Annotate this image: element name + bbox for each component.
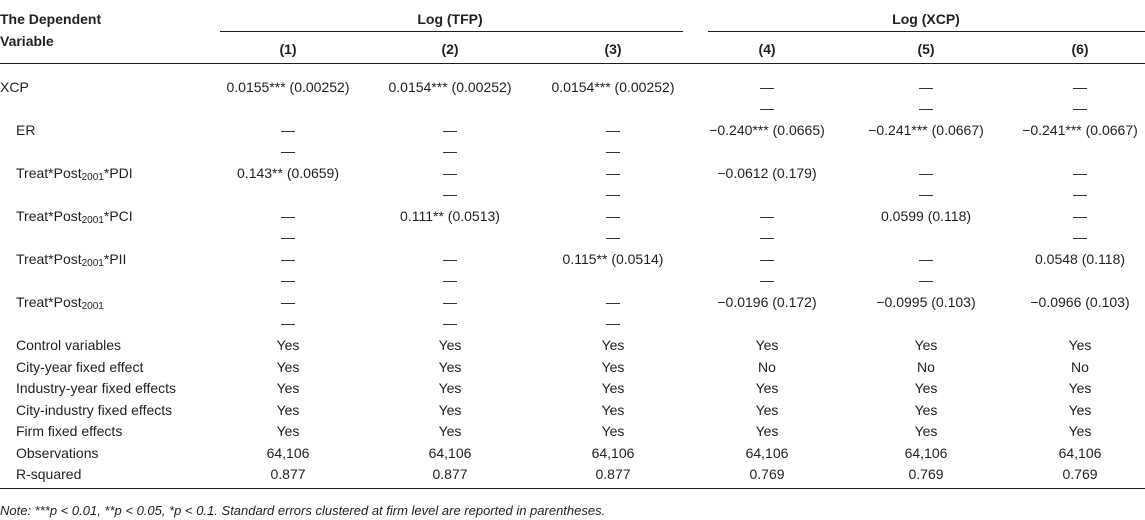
table-cell: Yes xyxy=(1068,337,1092,353)
table-cell: Yes xyxy=(438,358,462,375)
table-cell: — xyxy=(760,251,774,267)
table-cell: Yes xyxy=(276,423,300,439)
table-cell: 0.769 xyxy=(908,466,944,482)
table-cell: Yes xyxy=(914,401,938,418)
table-cell: Yes xyxy=(755,423,779,439)
table-cell-secondary: — xyxy=(1073,100,1087,116)
table-cell: — xyxy=(281,122,295,138)
group-rule-tfp xyxy=(220,31,683,32)
table-cell: 0.143** (0.0659) xyxy=(237,165,339,181)
table-cell-secondary: — xyxy=(281,143,295,159)
table-cell: No xyxy=(758,358,776,375)
table-cell: Yes xyxy=(601,423,625,439)
table-cell: — xyxy=(606,294,620,310)
table-cell: 64,106 xyxy=(1058,444,1102,461)
table-cell: −0.0995 (0.103) xyxy=(876,294,976,310)
header-rule xyxy=(0,63,1145,64)
table-cell: Yes xyxy=(276,358,300,375)
table-cell-secondary: — xyxy=(760,100,774,116)
table-cell-secondary: — xyxy=(919,186,933,202)
table-cell: — xyxy=(606,208,620,224)
table-cell: — xyxy=(281,208,295,224)
table-cell: — xyxy=(443,251,457,267)
table-cell: 0.0155*** (0.00252) xyxy=(226,79,350,95)
table-cell: Yes xyxy=(1068,380,1092,396)
table-cell: 64,106 xyxy=(904,444,948,461)
table-cell: — xyxy=(1073,79,1087,95)
table-cell: — xyxy=(606,165,620,181)
row-label: Treat*Post$_{2001}$*PDI xyxy=(16,165,133,183)
table-cell: −0.241*** (0.0667) xyxy=(868,122,984,138)
table-cell: Yes xyxy=(914,337,938,353)
table-cell: 64,106 xyxy=(428,444,472,461)
table-cell-secondary: — xyxy=(1073,186,1087,202)
table-cell: — xyxy=(281,251,295,267)
table-cell: — xyxy=(919,79,933,95)
table-cell: Yes xyxy=(438,337,462,353)
row-label: R-squared xyxy=(16,466,82,482)
table-cell: −0.0966 (0.103) xyxy=(1030,294,1130,310)
table-cell: 0.877 xyxy=(595,466,631,482)
table-cell: Yes xyxy=(755,337,779,353)
table-cell: — xyxy=(1073,208,1087,224)
table-cell-secondary: — xyxy=(606,315,620,331)
table-cell: — xyxy=(760,208,774,224)
table-cell: Yes xyxy=(755,380,779,396)
table-cell: — xyxy=(919,165,933,181)
row-label: XCP xyxy=(0,79,29,95)
table-cell: Yes xyxy=(1068,401,1092,418)
row-label: Treat*Post$_{2001}$*PCI xyxy=(16,208,133,226)
table-cell: Yes xyxy=(914,423,938,439)
table-cell: Yes xyxy=(914,380,938,396)
table-cell: Yes xyxy=(276,380,300,396)
row-label: City-year fixed effect xyxy=(16,358,144,375)
table-cell-secondary: — xyxy=(919,100,933,116)
table-cell: 0.769 xyxy=(1062,466,1098,482)
row-label: Firm fixed effects xyxy=(16,423,123,439)
table-cell: −0.0612 (0.179) xyxy=(717,165,817,181)
row-label: Treat*Post$_{2001}$*PII xyxy=(16,251,127,269)
table-cell: Yes xyxy=(438,380,462,396)
column-header: (3) xyxy=(604,41,622,57)
row-label: Control variables xyxy=(16,337,122,353)
table-cell-secondary: — xyxy=(281,272,295,288)
column-header: (1) xyxy=(279,41,297,57)
table-cell-secondary: — xyxy=(606,143,620,159)
table-cell: 0.0154*** (0.00252) xyxy=(551,79,675,95)
table-cell-secondary: — xyxy=(1073,229,1087,245)
table-cell: −0.240*** (0.0665) xyxy=(709,122,825,138)
group-header-log-xcp: Log (XCP) xyxy=(892,11,960,27)
table-cell: 0.877 xyxy=(432,466,468,482)
table-cell-secondary: — xyxy=(606,229,620,245)
table-cell-secondary: — xyxy=(760,272,774,288)
bottom-rule xyxy=(0,488,1145,489)
table-cell-secondary: — xyxy=(760,229,774,245)
group-header-log-tfp: Log (TFP) xyxy=(417,11,483,27)
table-cell-secondary: — xyxy=(281,315,295,331)
row-label: Observations xyxy=(16,444,99,461)
table-cell: — xyxy=(919,251,933,267)
column-header: (5) xyxy=(917,41,935,57)
table-cell: −0.0196 (0.172) xyxy=(717,294,817,310)
group-rule-xcp xyxy=(708,31,1145,32)
table-cell: — xyxy=(443,294,457,310)
table-cell: Yes xyxy=(276,337,300,353)
table-note: Note: ***p < 0.01, **p < 0.05, *p < 0.1. Standard errors clustered at firm level are reported in parentheses. xyxy=(0,503,606,518)
table-cell: — xyxy=(443,122,457,138)
table-cell-secondary: — xyxy=(443,186,457,202)
table-cell: — xyxy=(606,122,620,138)
table-cell: Yes xyxy=(601,337,625,353)
table-cell: 0.0599 (0.118) xyxy=(880,208,972,224)
table-cell: Yes xyxy=(755,401,779,418)
table-cell: No xyxy=(917,358,935,375)
dependent-variable-label-line1: The Dependent xyxy=(0,11,102,27)
table-cell-secondary: — xyxy=(443,272,457,288)
table-cell: Yes xyxy=(601,380,625,396)
table-cell: Yes xyxy=(438,423,462,439)
table-cell: 0.115** (0.0514) xyxy=(562,251,664,267)
table-cell: Yes xyxy=(438,401,462,418)
table-cell: 64,106 xyxy=(591,444,635,461)
table-cell: 0.0548 (0.118) xyxy=(1034,251,1126,267)
table-cell: 64,106 xyxy=(745,444,789,461)
table-cell: — xyxy=(443,165,457,181)
table-cell: Yes xyxy=(601,401,625,418)
table-cell: 0.0154*** (0.00252) xyxy=(388,79,512,95)
dependent-variable-label-line2: Variable xyxy=(0,33,54,49)
table-cell: 0.877 xyxy=(270,466,306,482)
table-cell: Yes xyxy=(276,401,300,418)
row-label: Industry-year fixed effects xyxy=(16,380,177,396)
table-cell-secondary: — xyxy=(443,315,457,331)
table-cell: — xyxy=(760,79,774,95)
table-cell-secondary: — xyxy=(919,272,933,288)
table-cell: −0.241*** (0.0667) xyxy=(1022,122,1138,138)
table-cell-secondary: — xyxy=(281,229,295,245)
table-cell: 0.769 xyxy=(749,466,785,482)
table-cell: Yes xyxy=(1068,423,1092,439)
row-label: ER xyxy=(16,122,36,138)
row-label: City-industry fixed effects xyxy=(16,401,173,418)
table-cell: Yes xyxy=(601,358,625,375)
column-header: (2) xyxy=(441,41,459,57)
column-header: (4) xyxy=(758,41,776,57)
table-cell: — xyxy=(281,294,295,310)
column-header: (6) xyxy=(1071,41,1089,57)
row-label: Treat*Post$_{2001}$ xyxy=(16,294,104,312)
table-cell-secondary: — xyxy=(443,143,457,159)
table-cell-secondary: — xyxy=(606,186,620,202)
table-cell: 0.111** (0.0513) xyxy=(400,208,500,224)
table-cell: No xyxy=(1071,358,1089,375)
table-cell: 64,106 xyxy=(266,444,310,461)
table-cell: — xyxy=(1073,165,1087,181)
